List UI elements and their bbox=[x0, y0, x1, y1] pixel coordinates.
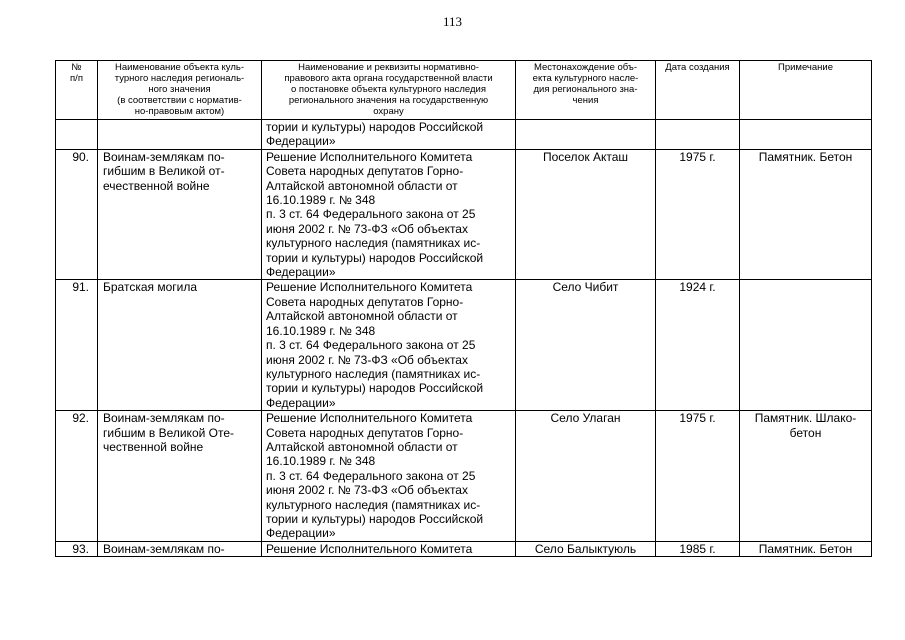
text-line: Памятник. Шлако- bbox=[754, 411, 857, 426]
text-line: Федерации» bbox=[266, 134, 336, 149]
cell-legal-act bbox=[262, 541, 516, 556]
text-line: регионального значения на государственную bbox=[288, 95, 489, 106]
text-line: правового акта органа государственной власти bbox=[284, 73, 493, 84]
table-header bbox=[56, 61, 872, 120]
text-line: Федерации» bbox=[266, 265, 336, 280]
text-line: Алтайской автономной области от bbox=[266, 178, 458, 193]
cell-date bbox=[656, 120, 740, 150]
cell-date: 1924 г. bbox=[656, 280, 740, 411]
heritage-registry-table bbox=[55, 60, 872, 557]
header-creation-date bbox=[656, 61, 740, 120]
text-line: Поселок Акташ bbox=[542, 149, 629, 164]
text-line: бетон bbox=[789, 425, 822, 440]
table-body bbox=[56, 120, 872, 557]
text-line: Памятник. Бетон bbox=[758, 541, 853, 556]
text-line: Федерации» bbox=[266, 395, 336, 410]
cell-num: 92. bbox=[56, 411, 98, 542]
cell-note bbox=[740, 120, 872, 150]
text-line: Наименование и реквизиты нормативно- bbox=[298, 62, 479, 73]
text-line: Примечание bbox=[778, 62, 833, 73]
text-line: гибшим в Великой Оте- bbox=[103, 425, 235, 440]
cell-num: 91. bbox=[56, 280, 98, 411]
text-line: Наименование объекта куль- bbox=[114, 62, 244, 73]
table-row bbox=[56, 149, 872, 280]
text-line: Воинам-землякам по- bbox=[103, 411, 225, 426]
text-line: турного наследия региональ- bbox=[114, 73, 245, 84]
text-line: Село Улаган bbox=[550, 411, 621, 426]
text-line: июня 2002 г. № 73-ФЗ «Об объектах bbox=[266, 352, 468, 367]
text-line: Решение Исполнительного Комитета bbox=[266, 411, 473, 426]
text-line: п/п bbox=[70, 73, 83, 84]
cell-note bbox=[740, 149, 872, 280]
text-line: культурного наследия (памятниках ис- bbox=[266, 497, 481, 512]
text-line: Алтайской автономной области от bbox=[266, 439, 458, 454]
cell-location bbox=[516, 541, 656, 556]
text-line: тории и культуры) народов Российской bbox=[266, 250, 484, 265]
text-line: но-правовым актом) bbox=[134, 106, 225, 117]
text-line: о постановке объекта культурного наследия bbox=[291, 84, 486, 95]
text-line: июня 2002 г. № 73-ФЗ «Об объектах bbox=[266, 483, 468, 498]
cell-location bbox=[516, 411, 656, 542]
text-line: гибшим в Великой от- bbox=[103, 164, 225, 179]
text-line: п. 3 ст. 64 Федерального закона от 25 bbox=[266, 338, 476, 353]
cell-legal-act bbox=[262, 280, 516, 411]
cell-location bbox=[516, 149, 656, 280]
header-num bbox=[56, 61, 98, 120]
cell-note bbox=[740, 280, 872, 411]
text-line: Село Чибит bbox=[552, 280, 619, 295]
cell-object-name bbox=[98, 149, 262, 280]
header-legal-act bbox=[262, 61, 516, 120]
text-line: Совета народных депутатов Горно- bbox=[266, 294, 464, 309]
text-line: Местонахождение объ- bbox=[533, 62, 638, 73]
continuation-row bbox=[56, 120, 872, 150]
table-row bbox=[56, 411, 872, 542]
text-line: ечественной войне bbox=[103, 178, 210, 193]
text-line: Село Балыктуюль bbox=[534, 541, 637, 556]
cell-location bbox=[516, 280, 656, 411]
text-line: 16.10.1989 г. № 348 bbox=[266, 193, 376, 208]
header-location bbox=[516, 61, 656, 120]
text-line: п. 3 ст. 64 Федерального закона от 25 bbox=[266, 468, 476, 483]
text-line: Решение Исполнительного Комитета bbox=[266, 149, 473, 164]
text-line: (в соответствии с норматив- bbox=[117, 95, 242, 106]
text-line: тории и культуры) народов Российской bbox=[266, 381, 484, 396]
cell-note bbox=[740, 541, 872, 556]
text-line: Решение Исполнительного Комитета bbox=[266, 541, 473, 556]
text-line: чения bbox=[572, 95, 599, 106]
cell-object-name bbox=[98, 280, 262, 411]
text-line: Воинам-землякам по- bbox=[103, 149, 225, 164]
text-line: охрану bbox=[373, 106, 404, 117]
text-line: Дата создания bbox=[665, 62, 730, 73]
header-note bbox=[740, 61, 872, 120]
text-line: екта культурного насле- bbox=[532, 73, 639, 84]
page-number: 113 bbox=[442, 14, 463, 29]
text-line: Памятник. Бетон bbox=[758, 149, 853, 164]
cell-legal-act bbox=[262, 149, 516, 280]
text-line: № bbox=[71, 62, 82, 73]
text-line: п. 3 ст. 64 Федерального закона от 25 bbox=[266, 207, 476, 222]
cell-num: 93. bbox=[56, 541, 98, 556]
cell-date: 1975 г. bbox=[656, 149, 740, 280]
text-line: чественной войне bbox=[103, 439, 204, 454]
text-line: дия регионального зна- bbox=[533, 84, 638, 95]
cell-date: 1975 г. bbox=[656, 411, 740, 542]
cell-object-name bbox=[98, 541, 262, 556]
text-line: 16.10.1989 г. № 348 bbox=[266, 454, 376, 469]
table-row bbox=[56, 541, 872, 556]
text-line: тории и культуры) народов Российской bbox=[266, 511, 484, 526]
text-line: Федерации» bbox=[266, 526, 336, 541]
text-line: Совета народных депутатов Горно- bbox=[266, 425, 464, 440]
text-line: 16.10.1989 г. № 348 bbox=[266, 323, 376, 338]
text-line: Братская могила bbox=[103, 280, 198, 295]
cell-num: 90. bbox=[56, 149, 98, 280]
cell-legal-act bbox=[262, 120, 516, 150]
table-row bbox=[56, 280, 872, 411]
text-line: культурного наследия (памятниках ис- bbox=[266, 236, 481, 251]
cell-object-name bbox=[98, 411, 262, 542]
text-line: Воинам-землякам по- bbox=[103, 541, 225, 556]
text-line: Алтайской автономной области от bbox=[266, 309, 458, 324]
cell-location bbox=[516, 120, 656, 150]
text-line: ного значения bbox=[148, 84, 211, 95]
cell-num bbox=[56, 120, 98, 150]
header-object-name bbox=[98, 61, 262, 120]
text-line: тории и культуры) народов Российской bbox=[266, 120, 484, 134]
cell-legal-act bbox=[262, 411, 516, 542]
text-line: культурного наследия (памятниках ис- bbox=[266, 366, 481, 381]
text-line: Совета народных депутатов Горно- bbox=[266, 164, 464, 179]
cell-date: 1985 г. bbox=[656, 541, 740, 556]
text-line: Решение Исполнительного Комитета bbox=[266, 280, 473, 295]
cell-note bbox=[740, 411, 872, 542]
text-line: июня 2002 г. № 73-ФЗ «Об объектах bbox=[266, 221, 468, 236]
cell-object-name bbox=[98, 120, 262, 150]
